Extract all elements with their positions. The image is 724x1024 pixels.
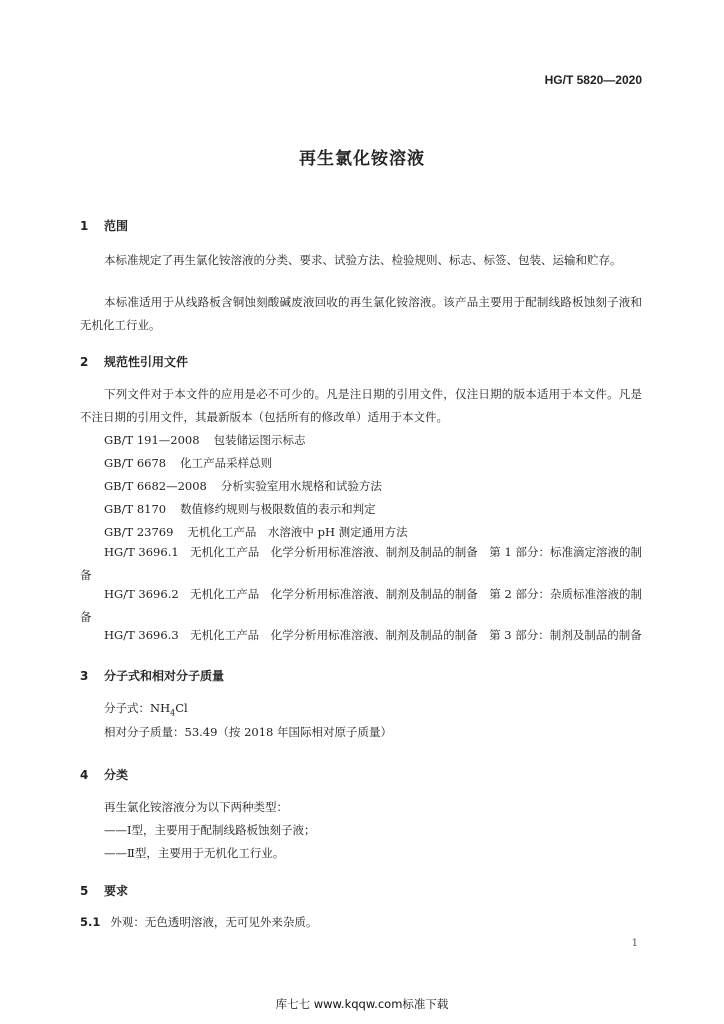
molecular-mass: 相对分子质量：53.49（按 2018 年国际相对原子质量）	[104, 725, 392, 739]
reference-code: GB/T 6678	[104, 456, 167, 470]
section-2-heading	[80, 353, 188, 370]
section-4-heading	[80, 766, 128, 783]
reference-code: GB/T 6682—2008	[104, 479, 207, 493]
subclause-5-1	[80, 914, 317, 930]
reference-item	[104, 455, 272, 471]
reference-item: HG/T 3696.3 无机化工产品 化学分析用标准溶液、制剂及制品的制备 第 3 部分：制剂及制品的制备	[104, 628, 642, 642]
section-5-heading	[80, 882, 128, 899]
reference-title: 包装储运图示标志	[213, 433, 306, 447]
section-title: 分类	[104, 768, 129, 782]
section-title: 范围	[104, 219, 129, 233]
reference-title: 化工产品采样总则	[180, 456, 273, 470]
section-number: 1	[80, 219, 89, 233]
classification-intro: 再生氯化铵溶液分为以下两种类型：	[104, 800, 288, 814]
formula-part: Cl	[175, 701, 188, 715]
section-title: 分子式和相对分子质量	[104, 669, 225, 683]
subclause-text: 外观：无色透明溶液，无可见外来杂质。	[110, 915, 318, 929]
reference-title: 分析实验室用水规格和试验方法	[220, 479, 382, 493]
reference-item	[104, 524, 408, 540]
standard-code: HG/T 5820—2020	[544, 73, 642, 87]
classification-item: ——Ⅱ型，主要用于无机化工行业。	[104, 846, 285, 860]
reference-item: HG/T 3696.2 无机化工产品 化学分析用标准溶液、制剂及制品的制备 第 2 部分：杂质标准溶液的制备	[80, 587, 642, 624]
section-number: 2	[80, 355, 89, 369]
footer-watermark: 库七七 www.kqqw.com标准下载	[275, 997, 449, 1011]
section-3-heading	[80, 667, 224, 684]
paragraph: 下列文件对于本文件的应用是必不可少的。凡是注日期的引用文件，仅注日期的版本适用于本文件。凡是不注日期的引用文件，其最新版本（包括所有的修改单）适用于本文件。	[80, 387, 642, 424]
formula-part: NH	[150, 701, 171, 715]
formula-label: 分子式：	[104, 701, 150, 715]
reference-item	[104, 478, 382, 494]
reference-title: 无机化工产品 水溶液中 pH 测定通用方法	[187, 525, 408, 539]
section-number: 5	[80, 884, 89, 898]
paragraph: 本标准规定了再生氯化铵溶液的分类、要求、试验方法、检验规则、标志、标签、包装、运输和贮存。	[104, 253, 622, 267]
reference-item	[104, 432, 306, 448]
section-title: 规范性引用文件	[104, 355, 189, 369]
section-title: 要求	[104, 884, 129, 898]
section-number: 4	[80, 768, 89, 782]
molecular-formula	[104, 700, 188, 717]
reference-item: HG/T 3696.1 无机化工产品 化学分析用标准溶液、制剂及制品的制备 第 1 部分：标准滴定溶液的制备	[80, 545, 642, 582]
formula-subscript: 4	[170, 708, 176, 718]
classification-item: ——Ⅰ型，主要用于配制线路板蚀刻子液；	[104, 823, 316, 837]
reference-title: 数值修约规则与极限数值的表示和判定	[180, 502, 376, 516]
reference-code: GB/T 8170	[104, 502, 167, 516]
page-number: 1	[631, 938, 638, 949]
section-number: 3	[80, 669, 89, 683]
document-title: 再生氯化铵溶液	[299, 149, 425, 169]
reference-item	[104, 501, 376, 517]
paragraph: 本标准适用于从线路板含铜蚀刻酸碱废液回收的再生氯化铵溶液。该产品主要用于配制线路板蚀刻子液和无机化工行业。	[80, 295, 642, 332]
reference-code: GB/T 23769	[104, 525, 174, 539]
section-1-heading	[80, 217, 128, 234]
reference-code: GB/T 191—2008	[104, 433, 200, 447]
subclause-number: 5.1	[80, 915, 101, 929]
